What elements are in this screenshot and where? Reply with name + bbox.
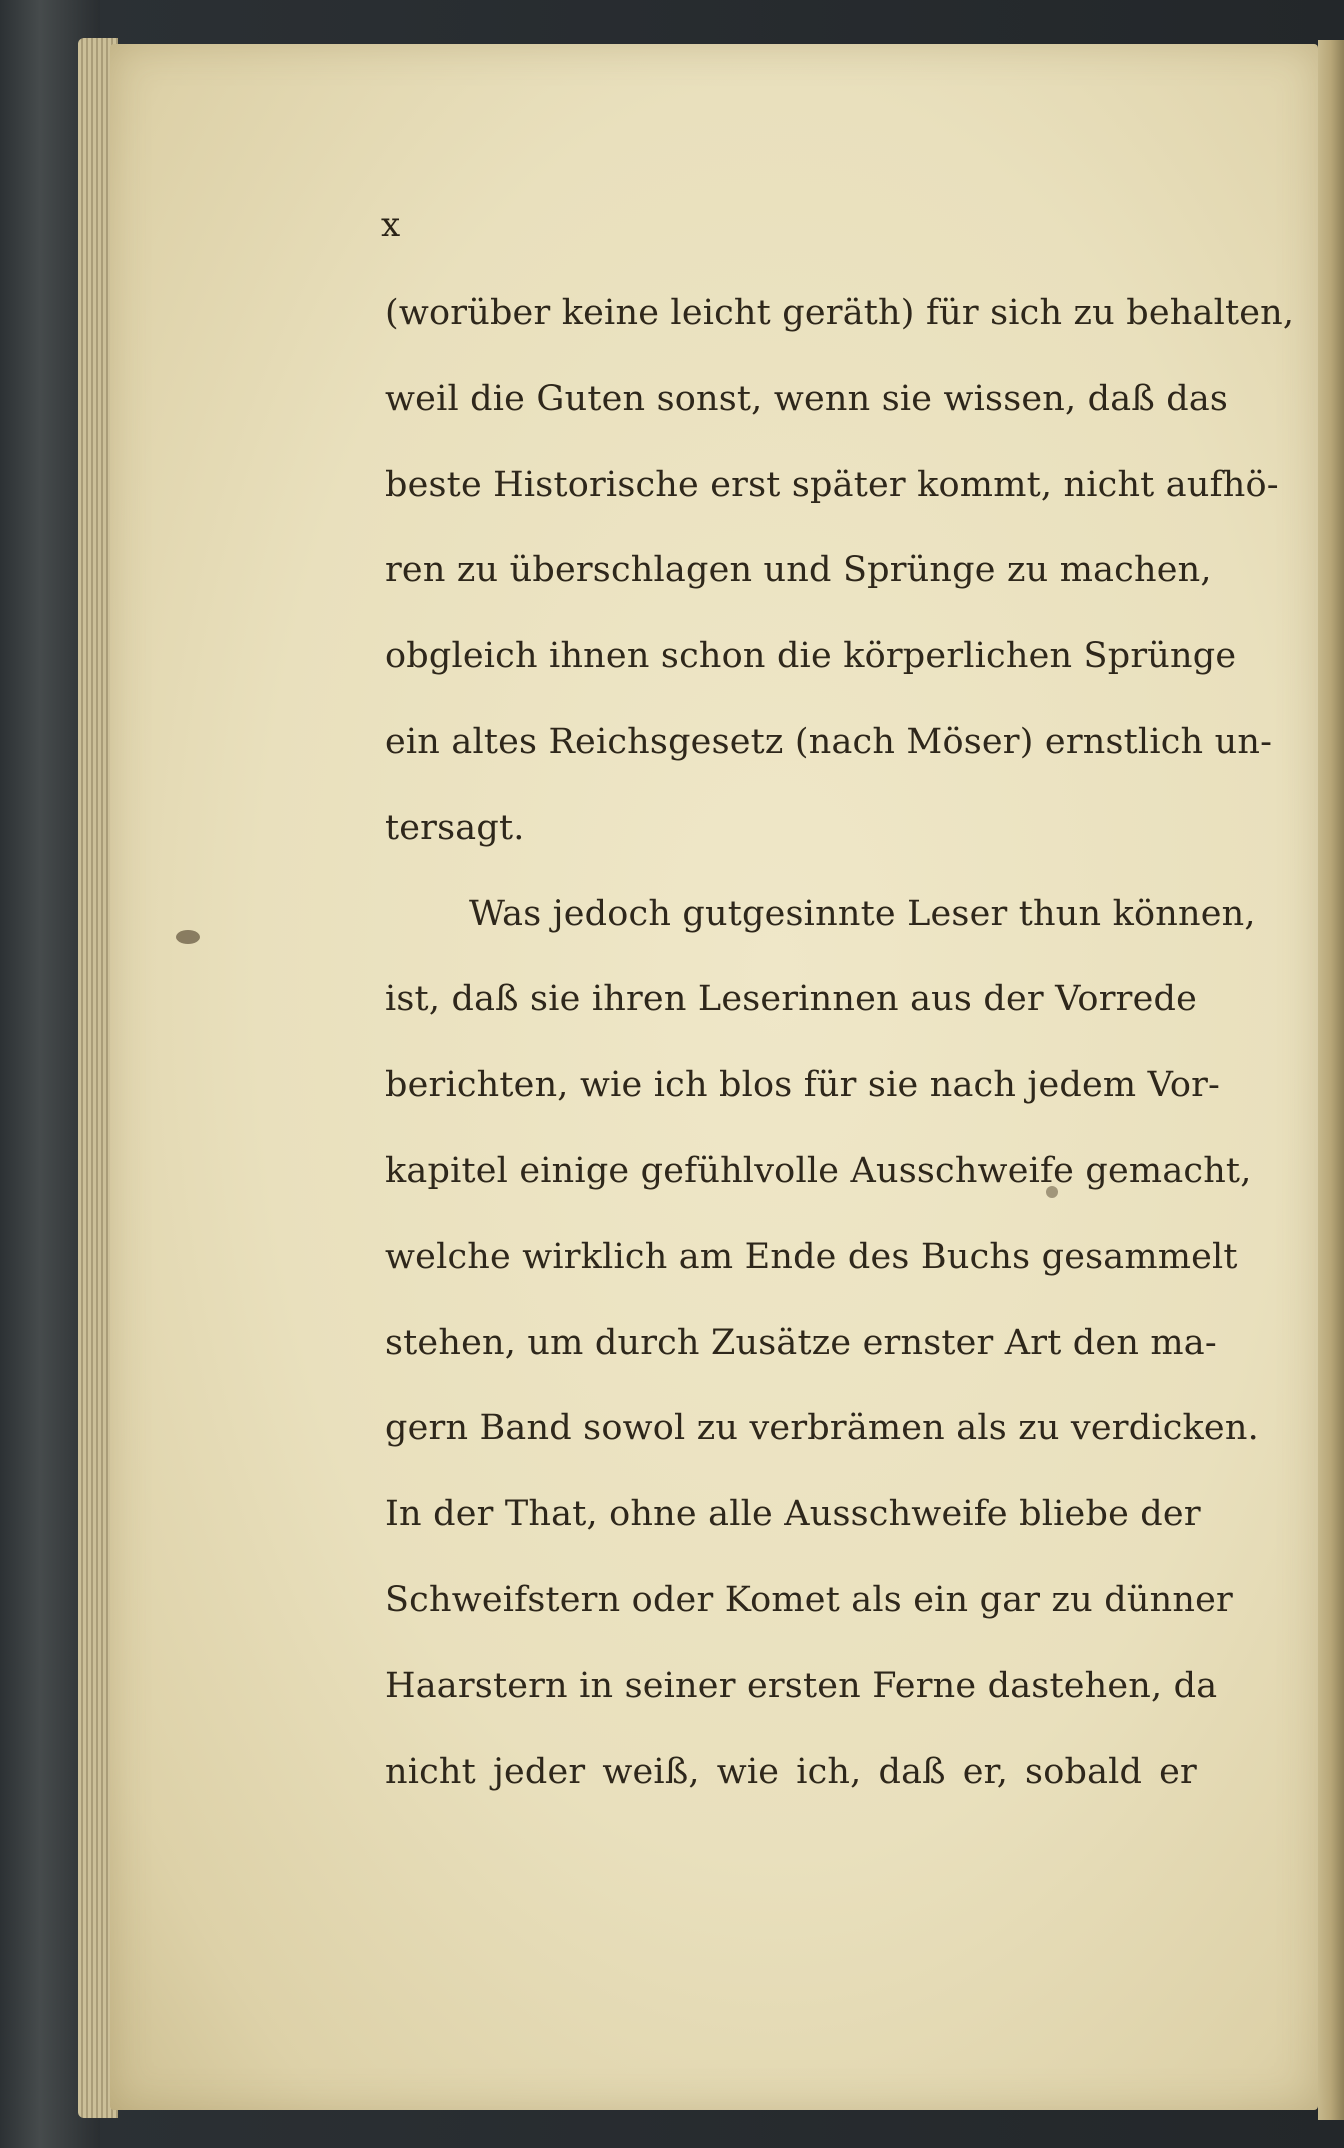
- text-line: beste Historische erst später kommt, nicht aufhö-: [385, 464, 1279, 505]
- text-line: ist, daß sie ihren Leserinnen aus der Vorrede: [385, 979, 1198, 1020]
- text-line: In der That, ohne alle Ausschweife bliebe der: [385, 1494, 1201, 1535]
- text-line: stehen, um durch Zusätze ernster Art den ma-: [385, 1322, 1217, 1363]
- text-line: (worüber keine leicht geräth) für sich zu behalten,: [385, 293, 1295, 333]
- text-line: weil die Guten sonst, wenn sie wissen, daß das: [385, 378, 1229, 419]
- text-line: ein altes Reichsgesetz (nach Möser) ernstlich un-: [385, 721, 1273, 762]
- text-line: nicht jeder weiß, wie ich, daß er, sobald er: [385, 1751, 1197, 1792]
- text-line: ren zu überschlagen und Sprünge zu machen,: [385, 550, 1212, 591]
- text-line: Schweifstern oder Komet als ein gar zu dünner: [385, 1579, 1233, 1620]
- ink-smudge: [176, 930, 200, 944]
- text-line: berichten, wie ich blos für sie nach jedem Vor-: [385, 1065, 1221, 1106]
- text-line: gern Band sowol zu verbrämen als zu verdicken.: [385, 1408, 1259, 1449]
- facing-page-edge: [1318, 40, 1344, 2120]
- text-line: obgleich ihnen schon die körperlichen Sprünge: [385, 636, 1237, 677]
- text-line: Was jedoch gutgesinnte Leser thun können,: [469, 893, 1256, 934]
- text-line: kapitel einige gefühlvolle Ausschweife gemacht,: [385, 1150, 1252, 1191]
- text-line: Haarstern in seiner ersten Ferne dastehen, da: [385, 1665, 1218, 1706]
- text-line: tersagt.: [385, 807, 525, 848]
- text-line: welche wirklich am Ende des Buchs gesammelt: [385, 1236, 1238, 1277]
- page-number: x: [381, 205, 401, 245]
- body-text: [385, 282, 1295, 1826]
